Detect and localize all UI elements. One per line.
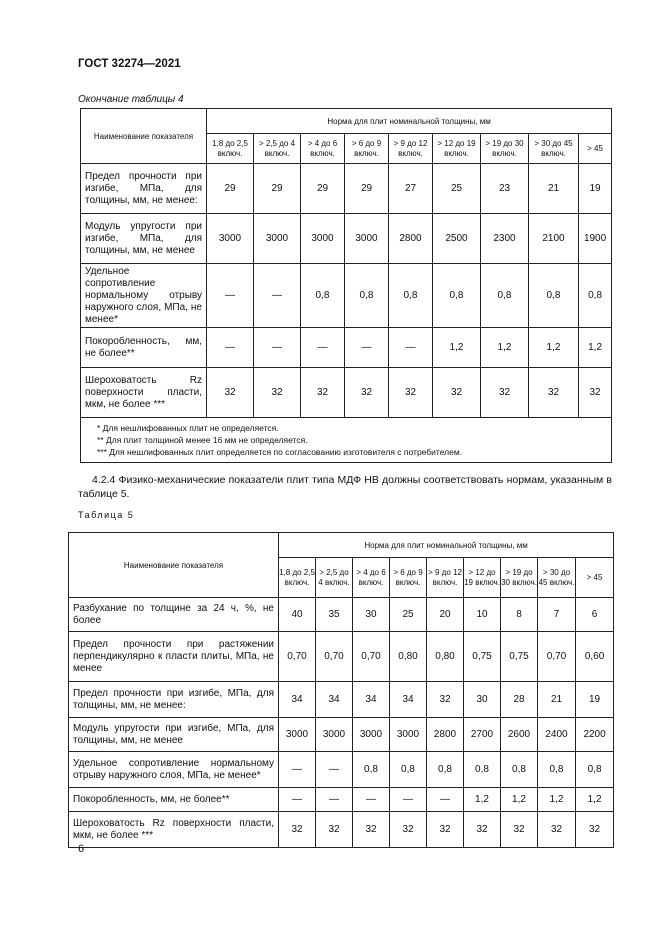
cell: 32	[345, 368, 389, 418]
cell: —	[345, 328, 389, 368]
cell: 1,2	[529, 328, 579, 368]
cell: 29	[207, 164, 254, 214]
cell: 0,60	[576, 632, 614, 682]
cell: —	[207, 328, 254, 368]
cell: 0,8	[345, 264, 389, 328]
cell: 32	[501, 812, 538, 848]
cell: 0,8	[433, 264, 481, 328]
cell: 1,2	[579, 328, 612, 368]
row-label: Предел прочности при изгибе, МПа, для толщины, мм, не менее:	[81, 164, 207, 214]
cell: 0,75	[464, 632, 501, 682]
footnote: *** Для нешлифованных плит определяется по согласованию изготовителя с потребителем.	[97, 447, 463, 457]
column-header: > 12 до 19 включ.	[433, 134, 481, 164]
cell: 32	[389, 368, 433, 418]
cell: 3000	[254, 214, 301, 264]
cell: 2100	[529, 214, 579, 264]
cell: 2400	[538, 718, 576, 752]
cell: 2700	[464, 718, 501, 752]
cell: —	[301, 328, 345, 368]
cell: 0,8	[427, 752, 464, 788]
cell: 3000	[316, 718, 353, 752]
table4-caption: Окончание таблицы 4	[78, 94, 184, 105]
footnote: ** Для плит толщиной менее 16 мм не определяется.	[97, 435, 308, 445]
paragraph-4-2-4: 4.2.4 Физико-механические показатели плит типа МДФ НВ должны соответствовать нормам, указанным в таблице 5.	[78, 474, 612, 500]
cell: 3000	[279, 718, 316, 752]
cell: —	[254, 264, 301, 328]
cell: 2800	[427, 718, 464, 752]
table-row	[69, 788, 614, 812]
cell: —	[427, 788, 464, 812]
table-row	[69, 752, 614, 788]
cell: 32	[316, 812, 353, 848]
table5-caption: Таблица 5	[78, 510, 135, 520]
column-header: > 2,5 до 4 включ.	[316, 558, 353, 598]
cell: 1,2	[501, 788, 538, 812]
cell: 32	[427, 812, 464, 848]
table-5	[68, 532, 614, 848]
cell: 0,80	[390, 632, 427, 682]
cell: 0,8	[579, 264, 612, 328]
cell: —	[353, 788, 390, 812]
cell: 19	[576, 682, 614, 718]
row-label: Удельное сопротивление нормальному отрыву наружного слоя, МПа, не менее*	[81, 264, 207, 328]
column-header: > 6 до 9 включ.	[345, 134, 389, 164]
cell: 34	[390, 682, 427, 718]
table-row	[81, 264, 612, 328]
cell: 34	[353, 682, 390, 718]
cell: 1,2	[576, 788, 614, 812]
column-header: > 2,5 до 4 включ.	[254, 134, 301, 164]
cell: 2600	[501, 718, 538, 752]
table-row	[69, 682, 614, 718]
cell: 0,8	[529, 264, 579, 328]
column-header: > 45	[579, 134, 612, 164]
cell: 32	[579, 368, 612, 418]
column-header: > 19 до 30 включ.	[501, 558, 538, 598]
cell: 3000	[345, 214, 389, 264]
cell: 28	[501, 682, 538, 718]
cell: 2500	[433, 214, 481, 264]
cell: 32	[464, 812, 501, 848]
cell: 35	[316, 598, 353, 632]
cell: —	[254, 328, 301, 368]
cell: 21	[529, 164, 579, 214]
cell: 0,8	[538, 752, 576, 788]
cell: 30	[464, 682, 501, 718]
cell: 1,2	[481, 328, 529, 368]
row-label: Шероховатость Rz поверхности пласти, мкм, не более ***	[81, 368, 207, 418]
column-header: > 4 до 6 включ.	[353, 558, 390, 598]
column-header: > 9 до 12 включ.	[427, 558, 464, 598]
column-header: > 19 до 30 включ.	[481, 134, 529, 164]
row-label: Покоробленность, мм, не более**	[69, 788, 279, 812]
cell: —	[207, 264, 254, 328]
cell: 32	[529, 368, 579, 418]
cell: 3000	[390, 718, 427, 752]
cell: 30	[353, 598, 390, 632]
cell: 1900	[579, 214, 612, 264]
cell: 32	[576, 812, 614, 848]
cell: 32	[254, 368, 301, 418]
cell: 21	[538, 682, 576, 718]
cell: 1,2	[538, 788, 576, 812]
cell: 3000	[207, 214, 254, 264]
table-row	[81, 368, 612, 418]
column-header: 1,8 до 2,5 включ.	[279, 558, 316, 598]
column-header: 1,8 до 2,5 включ.	[207, 134, 254, 164]
column-header: > 45	[576, 558, 614, 598]
cell: 0,70	[316, 632, 353, 682]
cell: 0,70	[538, 632, 576, 682]
cell: 0,8	[576, 752, 614, 788]
cell: 32	[427, 682, 464, 718]
cell: 32	[433, 368, 481, 418]
row-label: Модуль упругости при изгибе, МПа, для толщины, мм, не менее	[81, 214, 207, 264]
cell: 8	[501, 598, 538, 632]
cell: 32	[353, 812, 390, 848]
cell: 10	[464, 598, 501, 632]
column-header: > 30 до 45 включ.	[529, 134, 579, 164]
table4-notes	[81, 418, 612, 463]
row-label: Предел прочности при растяжении перпендикулярно к пласти плиты, МПа, не менее	[69, 632, 279, 682]
cell: 32	[301, 368, 345, 418]
column-header: > 12 до 19 включ.	[464, 558, 501, 598]
column-header: > 4 до 6 включ.	[301, 134, 345, 164]
cell: 1,2	[433, 328, 481, 368]
cell: 0,70	[353, 632, 390, 682]
table-row	[69, 812, 614, 848]
row-label: Предел прочности при изгибе, МПа, для толщины, мм, не менее:	[69, 682, 279, 718]
cell: —	[279, 752, 316, 788]
cell: 7	[538, 598, 576, 632]
name-column-header: Наименование показателя	[81, 109, 207, 164]
cell: 20	[427, 598, 464, 632]
cell: 0,70	[279, 632, 316, 682]
column-header: > 9 до 12 включ.	[389, 134, 433, 164]
cell: 0,8	[389, 264, 433, 328]
cell: 29	[254, 164, 301, 214]
cell: 32	[538, 812, 576, 848]
cell: 19	[579, 164, 612, 214]
cell: —	[279, 788, 316, 812]
cell: 0,8	[353, 752, 390, 788]
cell: —	[389, 328, 433, 368]
cell: 0,8	[464, 752, 501, 788]
cell: 27	[389, 164, 433, 214]
page-number: 6	[78, 843, 85, 855]
cell: 0,8	[390, 752, 427, 788]
cell: 40	[279, 598, 316, 632]
cell: —	[316, 788, 353, 812]
table-4	[80, 108, 612, 463]
row-label: Шероховатость Rz поверхности пласти, мкм, не более ***	[69, 812, 279, 848]
row-label: Разбухание по толщине за 24 ч, %, не более	[69, 598, 279, 632]
cell: 32	[207, 368, 254, 418]
cell: 6	[576, 598, 614, 632]
row-label: Покоробленность, мм, не более**	[81, 328, 207, 368]
cell: 25	[390, 598, 427, 632]
footnote: * Для нешлифованных плит не определяется.	[97, 423, 279, 433]
document-id: ГОСТ 32274—2021	[78, 58, 181, 70]
cell: —	[316, 752, 353, 788]
name-column-header: Наименование показателя	[69, 533, 279, 598]
table-row	[81, 328, 612, 368]
table-row	[81, 164, 612, 214]
cell: 2300	[481, 214, 529, 264]
cell: 34	[316, 682, 353, 718]
column-header: > 6 до 9 включ.	[390, 558, 427, 598]
cell: 0,80	[427, 632, 464, 682]
cell: —	[390, 788, 427, 812]
row-label: Удельное сопротивление нормальному отрыву наружного слоя, МПа, не менее*	[69, 752, 279, 788]
table-row	[81, 214, 612, 264]
cell: 0,8	[481, 264, 529, 328]
table-row	[69, 598, 614, 632]
cell: 0,8	[501, 752, 538, 788]
cell: 2800	[389, 214, 433, 264]
cell: 3000	[353, 718, 390, 752]
cell: 32	[279, 812, 316, 848]
table-row	[69, 718, 614, 752]
cell: 29	[345, 164, 389, 214]
cell: 1,2	[464, 788, 501, 812]
cell: 23	[481, 164, 529, 214]
cell: 0,8	[301, 264, 345, 328]
norm-header: Норма для плит номинальной толщины, мм	[279, 533, 614, 558]
table-row	[69, 632, 614, 682]
cell: 34	[279, 682, 316, 718]
cell: 2200	[576, 718, 614, 752]
column-header: > 30 до 45 включ.	[538, 558, 576, 598]
cell: 25	[433, 164, 481, 214]
cell: 0,75	[501, 632, 538, 682]
row-label: Модуль упругости при изгибе, МПа, для толщины, мм, не менее	[69, 718, 279, 752]
cell: 32	[390, 812, 427, 848]
cell: 29	[301, 164, 345, 214]
cell: 32	[481, 368, 529, 418]
cell: 3000	[301, 214, 345, 264]
norm-header: Норма для плит номинальной толщины, мм	[207, 109, 612, 134]
